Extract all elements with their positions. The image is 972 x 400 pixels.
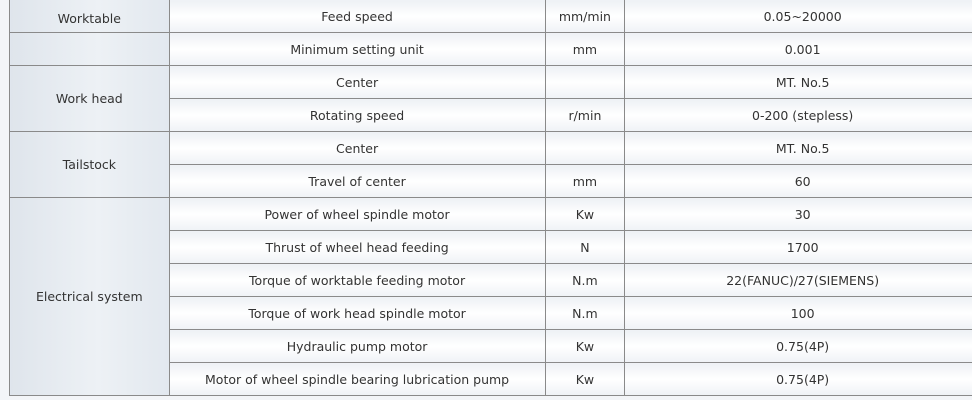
table-row — [10, 33, 972, 66]
value-cell: 30 — [625, 198, 972, 231]
value-cell: 0-200 (stepless) — [625, 99, 972, 132]
item-cell: Motor of wheel spindle bearing lubrication pump — [169, 363, 545, 396]
item-cell: Rotating speed — [169, 99, 545, 132]
group-label-worktable: Worktable — [10, 0, 170, 33]
group-label-work-head: Work head — [10, 66, 170, 132]
table-row — [10, 198, 972, 231]
unit-cell: mm/min — [545, 0, 625, 33]
spec-table — [9, 0, 972, 396]
unit-cell: N.m — [545, 297, 625, 330]
value-cell: 0.001 — [625, 33, 972, 66]
item-cell: Minimum setting unit — [169, 33, 545, 66]
value-cell: 1700 — [625, 231, 972, 264]
table-row — [10, 66, 972, 99]
item-cell: Torque of worktable feeding motor — [169, 264, 545, 297]
table-row — [10, 0, 972, 33]
unit-cell: r/min — [545, 99, 625, 132]
table-row — [10, 132, 972, 165]
item-cell: Thrust of wheel head feeding — [169, 231, 545, 264]
unit-cell: N — [545, 231, 625, 264]
item-cell: Feed speed — [169, 0, 545, 33]
group-label-tailstock: Tailstock — [10, 132, 170, 198]
value-cell: MT. No.5 — [625, 66, 972, 99]
unit-cell: mm — [545, 33, 625, 66]
value-cell: 100 — [625, 297, 972, 330]
value-cell: 0.75(4P) — [625, 363, 972, 396]
group-label-electrical-system: Electrical system — [10, 198, 170, 396]
item-cell: Power of wheel spindle motor — [169, 198, 545, 231]
value-cell: 0.75(4P) — [625, 330, 972, 363]
item-cell: Hydraulic pump motor — [169, 330, 545, 363]
group-cell-worktable-cont — [10, 33, 170, 66]
unit-cell: N.m — [545, 264, 625, 297]
item-cell: Torque of work head spindle motor — [169, 297, 545, 330]
unit-cell: Kw — [545, 330, 625, 363]
value-cell: 60 — [625, 165, 972, 198]
item-cell: Center — [169, 66, 545, 99]
unit-cell — [545, 132, 625, 165]
unit-cell: Kw — [545, 363, 625, 396]
value-cell: 22(FANUC)/27(SIEMENS) — [625, 264, 972, 297]
unit-cell: Kw — [545, 198, 625, 231]
value-cell: MT. No.5 — [625, 132, 972, 165]
unit-cell — [545, 66, 625, 99]
value-cell: 0.05~20000 — [625, 0, 972, 33]
item-cell: Center — [169, 132, 545, 165]
item-cell: Travel of center — [169, 165, 545, 198]
unit-cell: mm — [545, 165, 625, 198]
